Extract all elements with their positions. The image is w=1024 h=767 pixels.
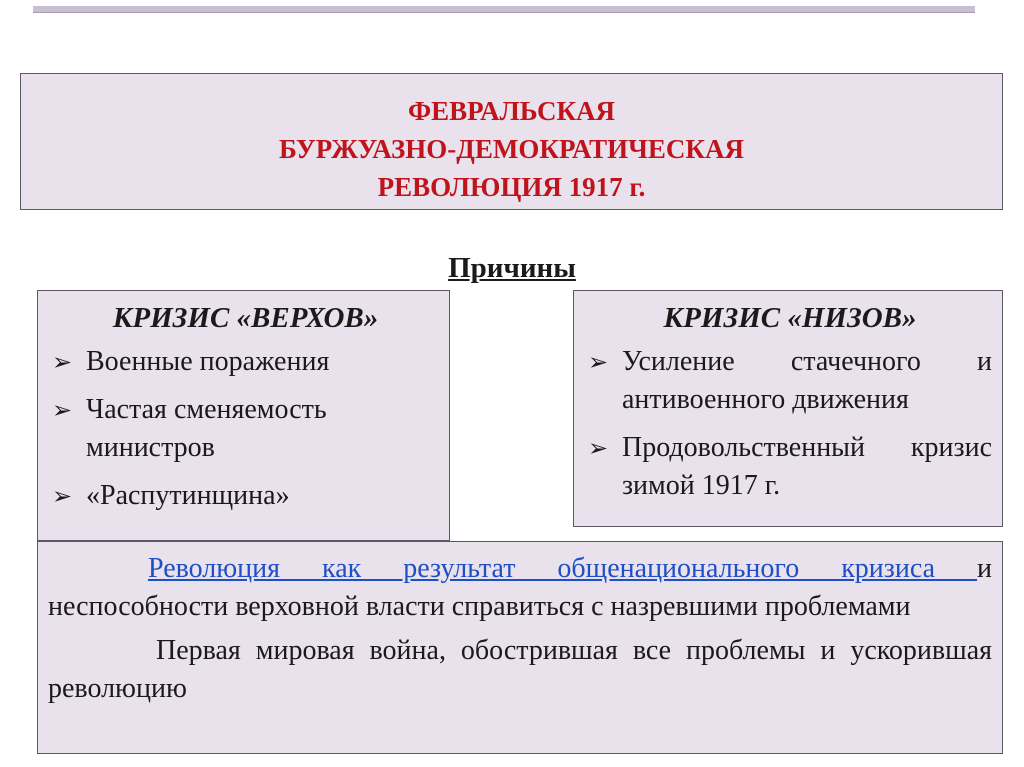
list-item (52, 343, 439, 381)
arrowhead-bullet-icon: ➢ (588, 434, 609, 462)
title-line-2: БУРЖУАЗНО-ДЕМОКРАТИЧЕСКАЯ (278, 134, 745, 164)
conclusion-link[interactable]: Революция как результат общенационального кризиса (148, 553, 978, 584)
list-item (588, 343, 992, 419)
arrowhead-bullet-icon: ➢ (52, 482, 73, 510)
conclusion-paragraph-2-text: Первая мировая война, обострившая все проблемы и ускорившая революцию (48, 635, 992, 704)
list-item (52, 477, 439, 515)
list-item-text: Усиление стачечного и антивоенного движения (622, 346, 992, 415)
title-box (20, 73, 1003, 210)
conclusion-paragraph-1 (48, 550, 992, 626)
crisis-top-box (37, 290, 450, 541)
list-item-text: Военные поражения (86, 346, 330, 377)
list-item-text: «Распутинщина» (86, 480, 290, 511)
list-item (52, 391, 439, 467)
crisis-bottom-heading: КРИЗИС «НИЗОВ» (663, 302, 917, 334)
title-line-1: ФЕВРАЛЬСКАЯ (407, 96, 616, 126)
list-item-text: Продовольственный кризис зимой 1917 г. (622, 432, 992, 501)
conclusion-paragraph-1-text: и неспособности верховной власти справиться с назревшими проблемами (48, 553, 992, 622)
arrowhead-bullet-icon: ➢ (588, 348, 609, 376)
list-item-text: Частая сменяемость министров (86, 394, 327, 463)
arrowhead-bullet-icon: ➢ (52, 396, 73, 424)
reasons-heading: Причины (448, 252, 576, 284)
list-item (588, 429, 992, 505)
title-line-3: РЕВОЛЮЦИЯ 1917 г. (377, 172, 646, 202)
crisis-bottom-list (588, 343, 992, 505)
crisis-top-list (52, 343, 439, 515)
arrowhead-bullet-icon: ➢ (52, 348, 73, 376)
conclusion-box (37, 541, 1003, 754)
top-decorative-bar (33, 6, 975, 13)
crisis-top-heading: КРИЗИС «ВЕРХОВ» (112, 302, 379, 334)
crisis-bottom-box (573, 290, 1003, 527)
conclusion-paragraph-2 (48, 632, 992, 708)
